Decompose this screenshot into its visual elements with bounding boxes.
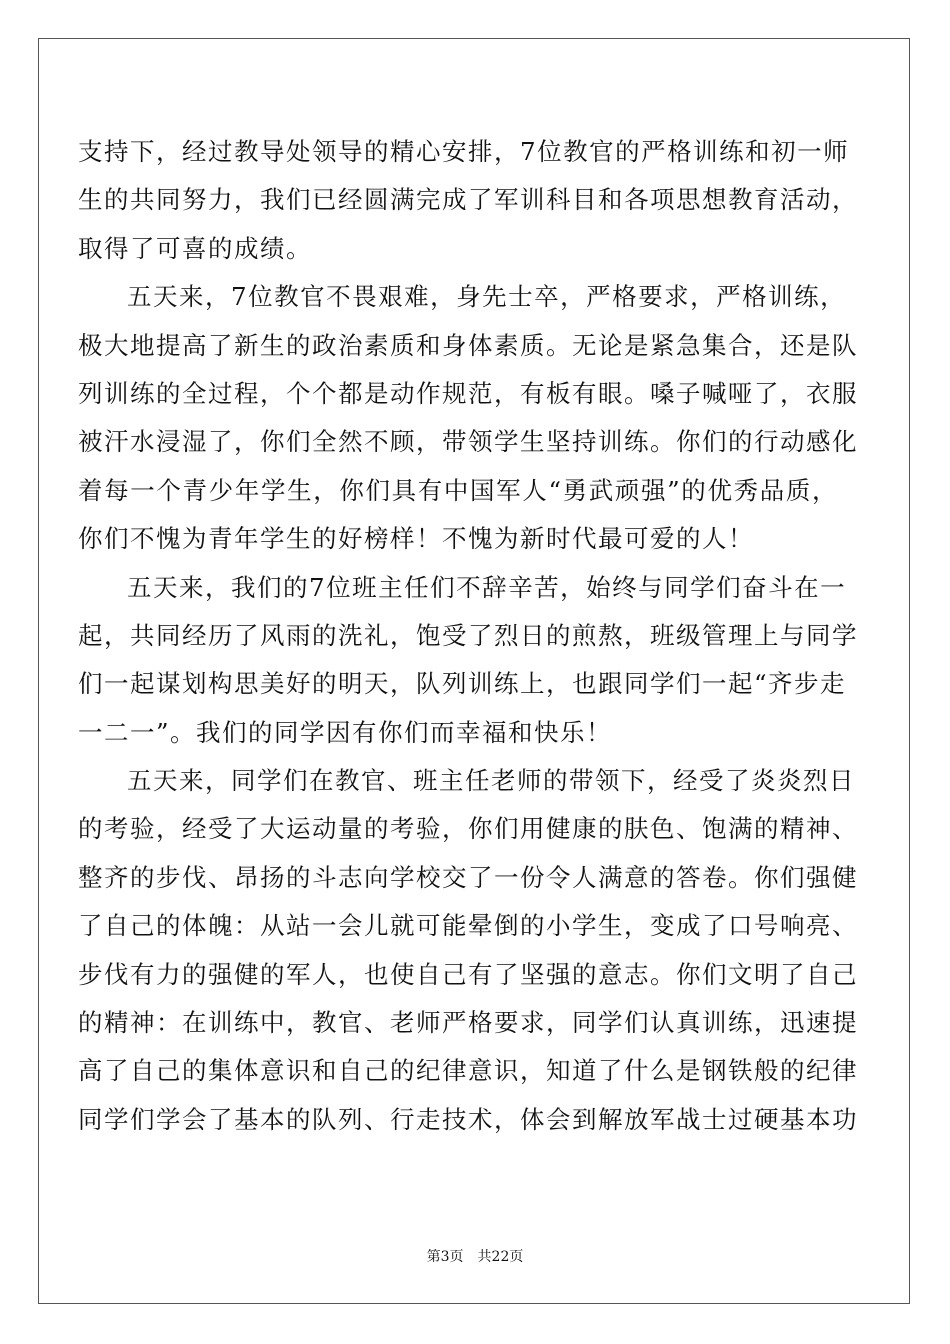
text-line: 五天来，我们的7位班主任们不辞辛苦，始终与同学们奋斗在一	[127, 572, 847, 602]
text-line: 着每一个青少年学生，你们具有中国军人“勇武顽强”的优秀品质，	[78, 475, 838, 505]
text-line: 五天来，同学们在教官、班主任老师的带领下，经受了炎炎烈日	[127, 766, 855, 796]
text-line: 们一起谋划构思美好的明天，队列训练上，也跟同学们一起“齐步走	[78, 669, 847, 699]
text-line: 生的共同努力，我们已经圆满完成了军训科目和各项思想教育活动，	[78, 185, 858, 215]
paragraph-3	[78, 564, 858, 758]
text-line: 的考验，经受了大运动量的考验，你们用健康的肤色、饱满的精神、	[78, 814, 858, 844]
page-number: 第3页	[426, 1249, 464, 1265]
text-line: 支持下，经过教导处领导的精心安排，7位教官的严格训练和初一师	[78, 137, 850, 166]
page-total: 共22页	[477, 1249, 524, 1265]
text-line: 高了自己的集体意识和自己的纪律意识，知道了什么是钢铁般的纪律	[78, 1056, 858, 1086]
text-line: 的精神：在训练中，教官、老师严格要求，同学们认真训练，迅速提	[78, 1008, 858, 1038]
text-line: 列训练的全过程，个个都是动作规范，有板有眼。嗓子喊哑了，衣服	[78, 378, 858, 408]
text-line: 整齐的步伐、昂扬的斗志向学校交了一份令人满意的答卷。你们强健	[78, 862, 858, 892]
text-line: 你们不愧为青年学生的好榜样！不愧为新时代最可爱的人！	[78, 524, 754, 554]
paragraph-1	[78, 128, 858, 273]
text-line: 同学们学会了基本的队列、行走技术，体会到解放军战士过硬基本功	[78, 1104, 858, 1134]
document-body	[78, 128, 858, 1144]
text-line: 了自己的体魄：从站一会儿就可能晕倒的小学生，变成了口号响亮、	[78, 911, 858, 941]
text-line: 步伐有力的强健的军人，也使自己有了坚强的意志。你们文明了自己	[78, 959, 858, 989]
text-line: 取得了可喜的成绩。	[78, 233, 312, 263]
page-footer	[0, 1247, 950, 1267]
text-line: 起，共同经历了风雨的洗礼，饱受了烈日的煎熬，班级管理上与同学	[78, 620, 858, 650]
paragraph-2	[78, 273, 858, 563]
paragraph-4	[78, 757, 858, 1144]
text-line: 被汗水浸湿了，你们全然不顾，带领学生坚持训练。你们的行动感化	[78, 427, 858, 457]
text-line: 极大地提高了新生的政治素质和身体素质。无论是紧急集合，还是队	[78, 330, 858, 360]
text-line: 五天来，7位教官不畏艰难，身先士卒，严格要求，严格训练，	[127, 282, 847, 312]
text-line: 一二一”。我们的同学因有你们而幸福和快乐！	[78, 717, 613, 747]
